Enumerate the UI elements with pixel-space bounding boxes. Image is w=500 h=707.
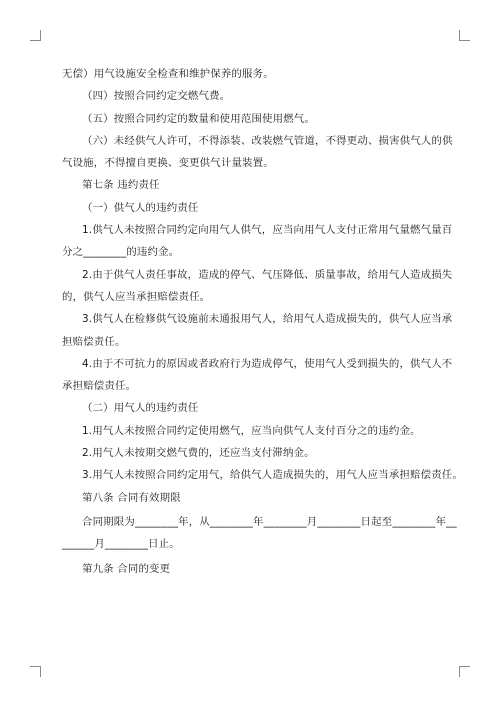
crop-mark-bottom-left [30, 666, 41, 677]
paragraph-line: 合同期限为________年，从________年________月________日起至________年__ [82, 515, 457, 528]
subsection-heading: （二）用气人的违约责任 [82, 402, 199, 415]
paragraph-line: 担赔偿责任。 [62, 335, 126, 348]
paragraph-line: （五）按照合同约定的数量和使用范围使用燃气。 [82, 112, 315, 125]
paragraph-line: ______月________日止。 [62, 538, 180, 551]
crop-mark-top-right [459, 30, 470, 41]
paragraph-line: 1.用气人未按照合同约定使用燃气，应当向供气人支付百分之的违约金。 [82, 424, 421, 437]
section-heading: 第九条 合同的变更 [82, 562, 171, 575]
paragraph-line: 无偿）用气设施安全检查和维护保养的服务。 [62, 68, 274, 80]
paragraph-line: 气设施，不得擅自更换、变更供气计量装置。 [62, 157, 274, 170]
section-heading: 第八条 合同有效期限 [82, 491, 181, 504]
paragraph-line: 分之________的违约金。 [62, 246, 180, 259]
paragraph-line: 3.用气人未按照合同约定用气，给供气人造成损失的，用气人应当承担赔偿责任。 [82, 469, 463, 482]
document-body [62, 63, 463, 580]
crop-mark-bottom-right [459, 666, 470, 677]
paragraph-line: 1.供气人未按照合同约定向用气人供气，应当向用气人支付正常用气量燃气量百 [82, 224, 453, 237]
crop-mark-top-left [30, 30, 41, 41]
subsection-heading: （一）供气人的违约责任 [82, 201, 199, 214]
paragraph-line: （四）按照合同约定交燃气费。 [82, 90, 231, 103]
paragraph-line: 的，供气人应当承担赔偿责任。 [62, 290, 211, 303]
paragraph-line: 承担赔偿责任。 [62, 380, 137, 393]
paragraph-line: 3.供气人在检修供气设施前未通报用气人，给用气人造成损失的，供气人应当承 [82, 313, 453, 326]
paragraph-line: 2.用气人未按期交燃气费的，还应当支付滞纳金。 [82, 447, 315, 460]
paragraph-line: （六）未经供气人许可，不得添装、改装燃气管道，不得更动、损害供气人的供 [82, 134, 453, 147]
section-heading: 第七条 违约责任 [82, 179, 160, 192]
paragraph-line: 4.由于不可抗力的原因或者政府行为造成停气，使用气人受到损失的，供气人不 [82, 357, 453, 370]
paragraph-line: 2.由于供气人责任事故，造成的停气、气压降低、质量事故，给用气人造成损失 [82, 268, 453, 281]
